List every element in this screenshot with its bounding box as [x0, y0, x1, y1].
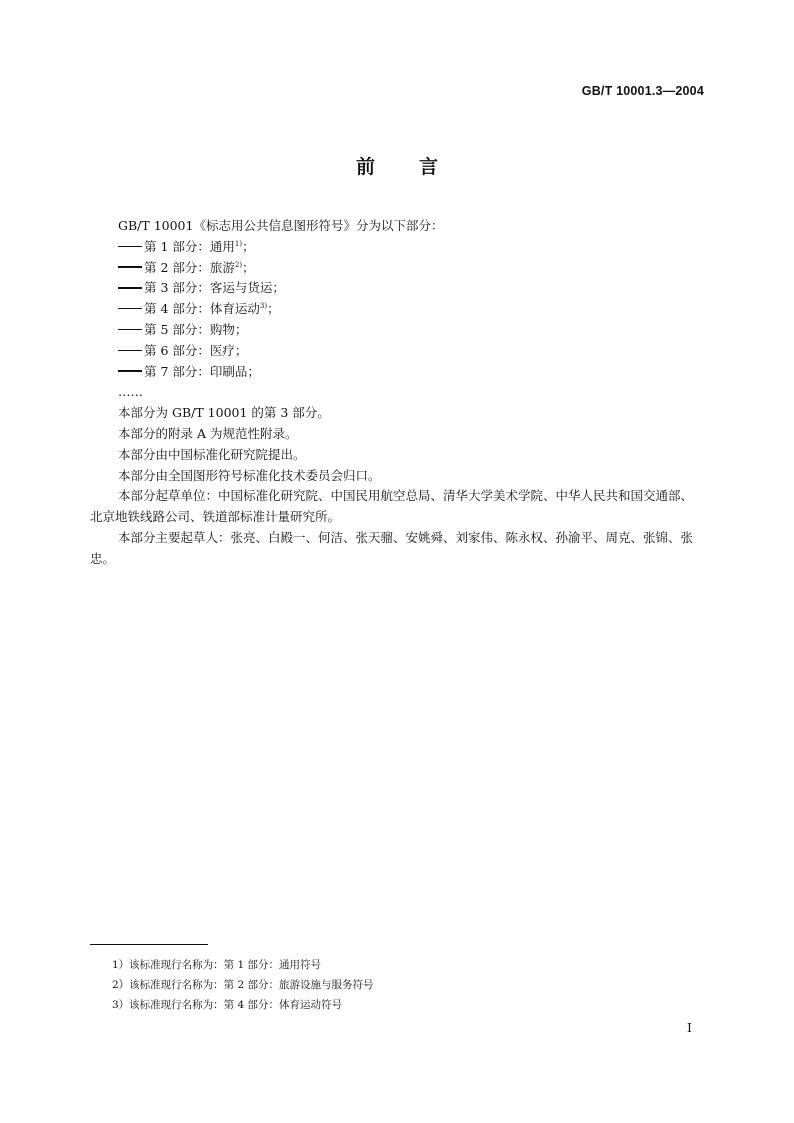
part-text: 第 1 部分：通用: [144, 238, 235, 254]
footnote: 2）该标准现行名称为：第 2 部分：旅游设施与服务符号: [112, 979, 374, 991]
dash-mark: [118, 370, 142, 372]
dash-mark: [118, 246, 142, 248]
foreword-body: [90, 216, 704, 570]
footnote-ref: 2): [234, 260, 243, 269]
part-item-2: [90, 258, 704, 279]
part-item-7: [90, 362, 704, 383]
footnote-ref: 3): [259, 302, 268, 311]
dash-mark: [118, 329, 142, 331]
part-item-3: [90, 278, 704, 299]
part-item-5: [90, 320, 704, 341]
title-char-2: 言: [419, 156, 439, 178]
part-item-4: [90, 299, 704, 320]
dash-mark: [118, 287, 142, 289]
part-end: ；: [242, 259, 255, 275]
part-end: ；: [267, 301, 280, 317]
paragraph: 本部分的附录 A 为规范性附录。: [118, 425, 298, 441]
part-item-1: [90, 237, 704, 258]
part-item-6: [90, 341, 704, 362]
footnote: 3）该标准现行名称为：第 4 部分：体育运动符号: [112, 999, 343, 1011]
dash-mark: [118, 350, 142, 352]
paragraph: 本部分由全国图形符号标准化技术委员会归口。: [118, 467, 381, 483]
paragraph: 本部分由中国标准化研究院提出。: [118, 446, 306, 462]
part-text: 第 7 部分：印刷品；: [144, 363, 260, 379]
part-text: 第 5 部分：购物；: [144, 321, 248, 337]
part-text: 第 2 部分：旅游: [144, 259, 235, 275]
part-text: 第 6 部分：医疗；: [144, 342, 248, 358]
page-number: I: [687, 1020, 692, 1035]
footnote-divider: [90, 944, 208, 945]
title-char-1: 前: [355, 156, 375, 178]
paragraph: 本部分起草单位：中国标准化研究院、中国民用航空总局、清华大学美术学院、中华人民共和国交通部、北京地铁线路公司、铁道部标准计量研究所。: [90, 488, 694, 525]
intro-paragraph: GB/T 10001《标志用公共信息图形符号》分为以下部分：: [118, 218, 444, 233]
footnote-ref: 1): [234, 239, 243, 248]
footnote: 1）该标准现行名称为：第 1 部分：通用符号: [112, 959, 322, 971]
dash-mark: [118, 308, 142, 310]
ellipsis: ……: [118, 384, 143, 400]
paragraph: 本部分主要起草人：张亮、白殿一、何洁、张天骝、安姚舜、刘家伟、陈永权、孙渝平、周克、张锦、张忠。: [90, 529, 694, 566]
dash-mark: [118, 266, 142, 268]
page-title: [0, 152, 794, 179]
document-code: GB/T 10001.3—2004: [581, 84, 704, 98]
part-text: 第 4 部分：体育运动: [144, 301, 260, 317]
footnotes: [112, 955, 374, 1015]
paragraph: 本部分为 GB/T 10001 的第 3 部分。: [118, 405, 330, 421]
part-end: ；: [242, 238, 255, 254]
part-text: 第 3 部分：客运与货运；: [144, 280, 285, 296]
